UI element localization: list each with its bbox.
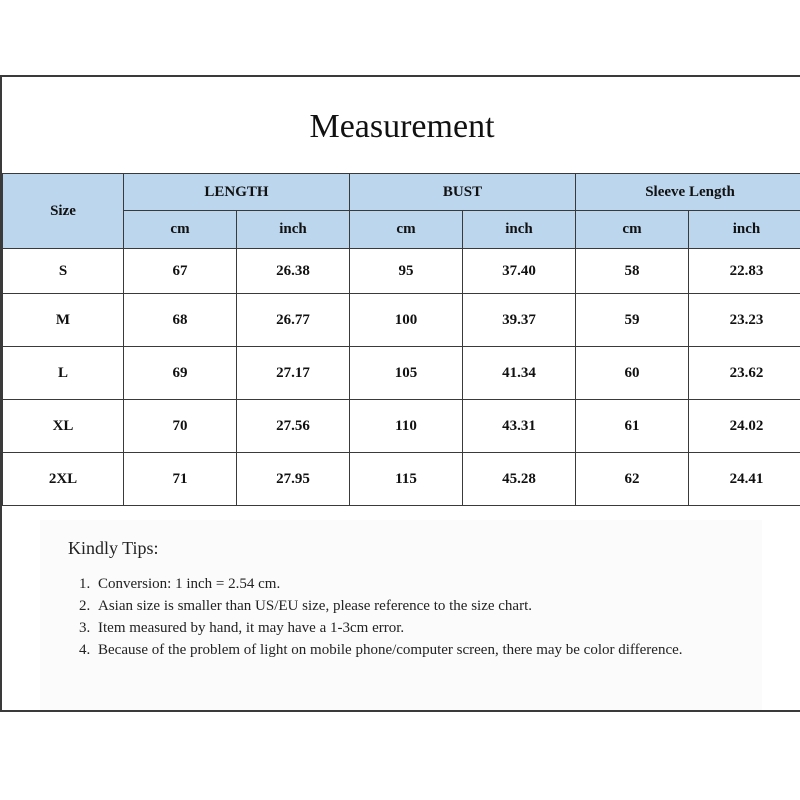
value-cell: 26.38: [237, 249, 350, 294]
unit-header: cm: [576, 211, 689, 249]
unit-header: inch: [463, 211, 576, 249]
table-row: [3, 347, 800, 400]
tip-item: 4. Because of the problem of light on mobile phone/computer screen, there may be color difference.: [94, 639, 734, 661]
table-row: [3, 294, 800, 347]
length-header: LENGTH: [124, 174, 350, 211]
table-row: [3, 249, 800, 294]
value-cell: 100: [350, 294, 463, 347]
chart-title: Measurement: [309, 108, 495, 145]
tips-list: [68, 573, 734, 661]
value-cell: 110: [350, 400, 463, 453]
value-cell: 39.37: [463, 294, 576, 347]
value-cell: 60: [576, 347, 689, 400]
value-cell: 23.62: [689, 347, 800, 400]
value-cell: 26.77: [237, 294, 350, 347]
table-row: [3, 400, 800, 453]
unit-header: inch: [237, 211, 350, 249]
unit-header: cm: [124, 211, 237, 249]
value-cell: 70: [124, 400, 237, 453]
tip-item: 3. Item measured by hand, it may have a 1-3cm error.: [94, 617, 734, 639]
value-cell: 69: [124, 347, 237, 400]
bust-header: BUST: [350, 174, 576, 211]
value-cell: 58: [576, 249, 689, 294]
value-cell: 71: [124, 453, 237, 506]
size-table: [2, 173, 800, 506]
value-cell: 23.23: [689, 294, 800, 347]
tip-item: 2. Asian size is smaller than US/EU size, please reference to the size chart.: [94, 595, 734, 617]
value-cell: 24.02: [689, 400, 800, 453]
value-cell: 67: [124, 249, 237, 294]
value-cell: 115: [350, 453, 463, 506]
size-cell: 2XL: [3, 453, 124, 506]
unit-header: cm: [350, 211, 463, 249]
value-cell: 27.95: [237, 453, 350, 506]
size-cell: M: [3, 294, 124, 347]
value-cell: 24.41: [689, 453, 800, 506]
kindly-tips-box: [40, 520, 762, 710]
value-cell: 41.34: [463, 347, 576, 400]
value-cell: 27.56: [237, 400, 350, 453]
value-cell: 22.83: [689, 249, 800, 294]
size-cell: S: [3, 249, 124, 294]
group-header-row: [3, 174, 800, 211]
value-cell: 27.17: [237, 347, 350, 400]
value-cell: 43.31: [463, 400, 576, 453]
value-cell: 62: [576, 453, 689, 506]
size-cell: XL: [3, 400, 124, 453]
value-cell: 95: [350, 249, 463, 294]
unit-header: inch: [689, 211, 800, 249]
size-cell: L: [3, 347, 124, 400]
table-row: [3, 453, 800, 506]
value-cell: 61: [576, 400, 689, 453]
value-cell: 45.28: [463, 453, 576, 506]
tips-title: Kindly Tips:: [68, 538, 159, 558]
sleeve-length-header: Sleeve Length: [576, 174, 800, 211]
value-cell: 59: [576, 294, 689, 347]
tip-item: 1. Conversion: 1 inch = 2.54 cm.: [94, 573, 734, 595]
value-cell: 105: [350, 347, 463, 400]
value-cell: 68: [124, 294, 237, 347]
value-cell: 37.40: [463, 249, 576, 294]
size-header: Size: [3, 174, 124, 249]
